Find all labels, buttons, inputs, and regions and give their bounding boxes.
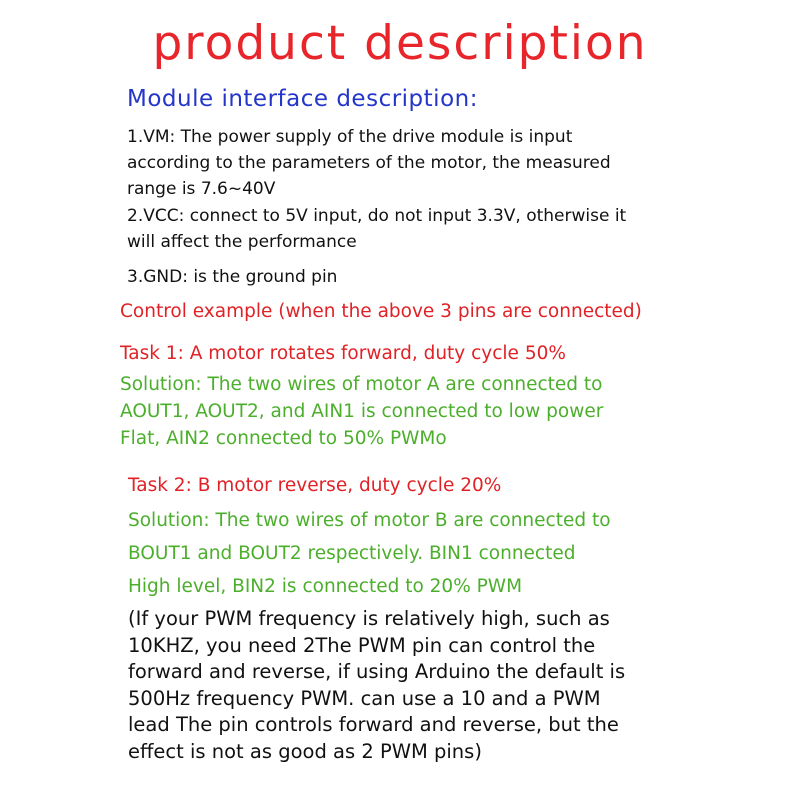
pwm-note-line: effect is not as good as 2 PWM pins) xyxy=(128,739,482,763)
pwm-note-line: forward and reverse, if using Arduino the default is xyxy=(128,660,626,683)
task1-solution-line: AOUT1, AOUT2, and AIN1 is connected to low power xyxy=(120,401,604,422)
page-title: product description xyxy=(152,16,648,71)
control-example-text: Control example (when the above 3 pins are connected) xyxy=(120,301,642,322)
task1-heading-text: Task 1: A motor rotates forward, duty cycle 50% xyxy=(120,343,566,364)
interface-item-line: 3.GND: is the ground pin xyxy=(127,267,338,287)
pwm-note-line: 500Hz frequency PWM. can use a 10 and a PWM xyxy=(128,686,601,710)
task1-solution-line: Solution: The two wires of motor A are connected to xyxy=(120,374,603,395)
interface-item-gnd xyxy=(127,264,337,290)
interface-item-line: will affect the performance xyxy=(127,232,357,252)
interface-item-line: 2.VCC: connect to 5V input, do not input 3.3V, otherwise it xyxy=(127,206,627,226)
interface-item-line: 1.VM: The power supply of the drive module is input xyxy=(127,127,573,147)
interface-item-vm xyxy=(127,124,611,202)
pwm-note-line: lead The pin controls forward and reverse, but the xyxy=(128,713,619,736)
pwm-note xyxy=(128,606,625,765)
interface-item-line: according to the parameters of the motor, the measured xyxy=(127,153,611,173)
section-subtitle: Module interface description: xyxy=(127,86,478,112)
control-example-heading xyxy=(120,298,642,326)
task2-heading xyxy=(128,472,501,500)
interface-item-vcc xyxy=(127,203,626,255)
task2-solution-line: BOUT1 and BOUT2 respectively. BIN1 connected xyxy=(128,543,576,564)
interface-item-line: range is 7.6~40V xyxy=(127,179,276,199)
pwm-note-line: 10KHZ, you need 2The PWM pin can control the xyxy=(128,633,596,657)
task1-solution-line: Flat, AIN2 connected to 50% PWMo xyxy=(120,428,447,449)
task2-heading-text: Task 2: B motor reverse, duty cycle 20% xyxy=(128,475,502,496)
task1-heading xyxy=(120,340,566,368)
task1-solution xyxy=(120,371,603,452)
pwm-note-line: (If your PWM frequency is relatively high, such as xyxy=(128,607,610,630)
task2-solution xyxy=(128,504,611,603)
task2-solution-line: Solution: The two wires of motor B are connected to xyxy=(128,510,611,531)
task2-solution-line: High level, BIN2 is connected to 20% PWM xyxy=(128,576,523,597)
